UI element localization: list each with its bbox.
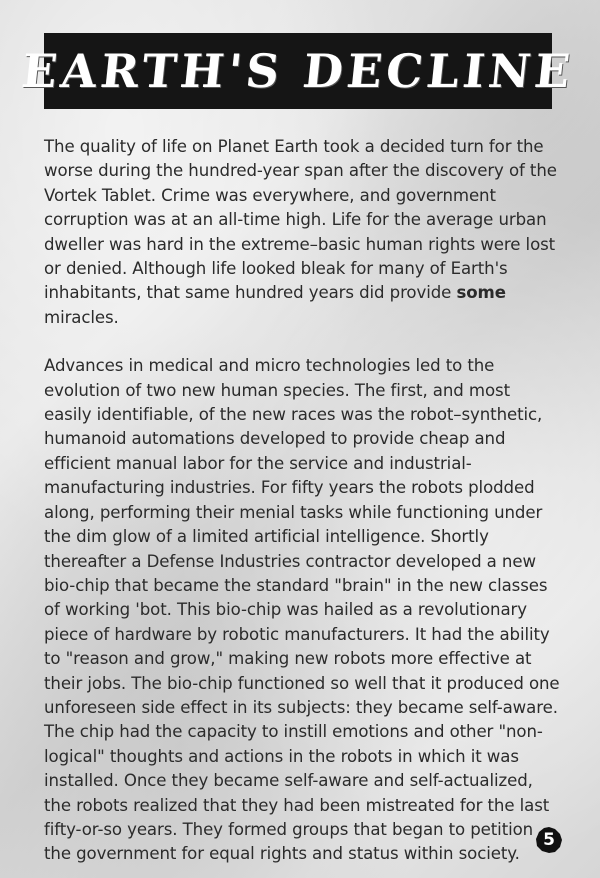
paragraph-1-emphasis: some (456, 283, 506, 303)
title-banner (19, 33, 577, 109)
page-number-badge (535, 826, 563, 854)
page-number: 5 (543, 830, 555, 850)
paragraph-1-text-before: The quality of life on Planet Earth took a decided turn for the worse during the hundred-year span after the discovery of the Vortek Tablet. Crime was everywhere, and government corruption was at an all-time high. Life for the average urban dweller was hard in the extreme–basic human rights were lost or denied. Although life looked bleak for many of Earth's inhabitants, that same hundred years did provide (44, 137, 557, 303)
page-title: EARTH'S DECLINE (19, 44, 577, 98)
body-text (44, 135, 560, 867)
paragraph-2: Advances in medical and micro technologies led to the evolution of two new human species. The first, and most easily identifiable, of the new races was the robot–synthetic, humanoid automations developed to provide cheap and efficient manual labor for the service and industrial-manufacturing industries. For fifty years the robots plodded along, performing their menial tasks while functioning under the dim glow of a limited artificial intelligence. Shortly thereafter a Defense Industries contractor developed a new bio-chip that became the standard "brain" in the new classes of working 'bot. This bio-chip was hailed as a revolutionary piece of hardware by robotic manufacturers. It had the ability to "reason and grow," making new robots more effective at their jobs. The bio-chip functioned so well that it produced one unforeseen side effect in its subjects: they became self-aware. The chip had the capacity to instill emotions and other "non-logical" thoughts and actions in the robots in which it was installed. Once they became self-aware and self-actualized, the robots realized that they had been mistreated for the last fifty-or-so years. They formed groups that began to petition the government for equal rights and status within society. (44, 356, 560, 864)
paragraph-1-text-after: miracles. (44, 307, 119, 327)
paragraph-1 (44, 135, 560, 330)
